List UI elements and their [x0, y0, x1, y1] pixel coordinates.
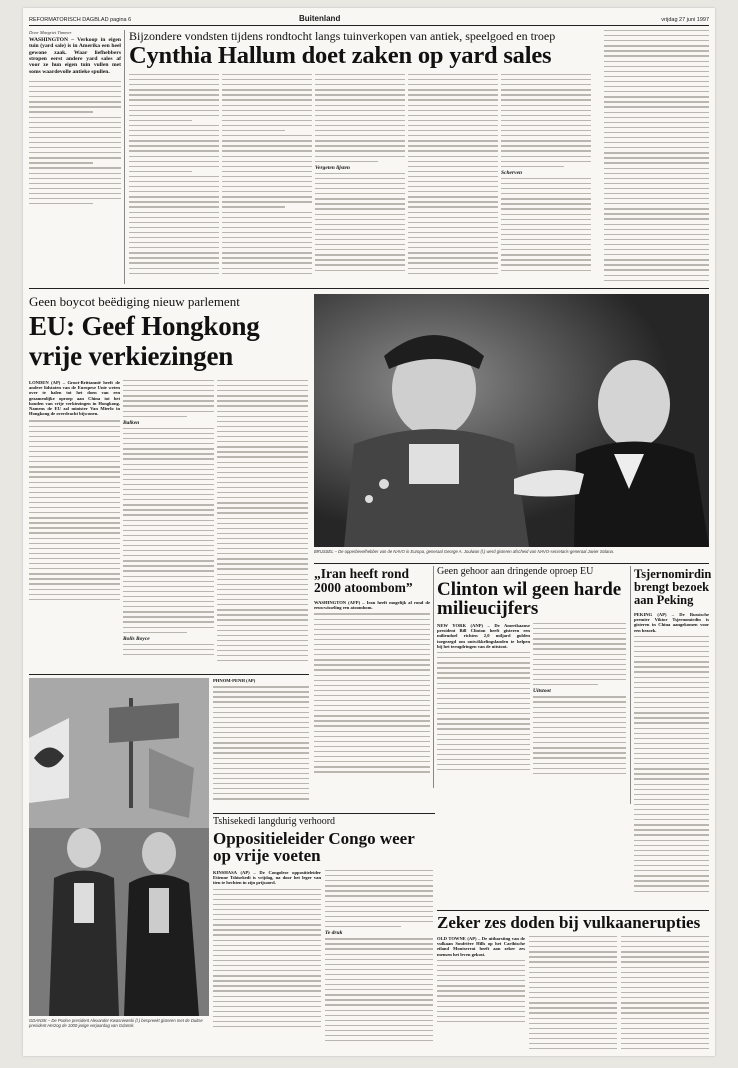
story4-col-2	[533, 623, 626, 793]
photo2-caption: GDANSK – De Poolse president Alexander Kwasniewski (l.) bespreekt gisteren met de Duitse president Herzog de 1000-jarige verjaardag van Gdansk.	[29, 1018, 203, 1028]
story1-subhead-1: Vergeten lijsten	[315, 164, 350, 171]
story6-col-2	[325, 870, 433, 1050]
left-column	[29, 30, 121, 286]
rule	[29, 674, 309, 675]
story5-body	[634, 612, 709, 906]
story5-headline: Tsjernomirdin brengt bezoek aan Peking	[634, 567, 712, 607]
story2-headline-1: EU: Geef Hongkong	[29, 311, 260, 341]
column-divider	[433, 566, 434, 788]
story6-lead: KINSHASA (AP) – De Congolese oppositieleider Etienne Tshisekedi is vrijdag, na door het leger van tien te hechten in zijn prijsoord.	[213, 870, 321, 886]
story7-col-3	[621, 936, 709, 1052]
short-item-lead: PHNOM-PENH (AP)	[213, 678, 256, 683]
photo-gdansk	[29, 678, 209, 1016]
column-divider	[630, 566, 631, 804]
story2-col-3	[217, 380, 308, 670]
story7-headline: Zeker zes doden bij vulkaanerupties	[437, 913, 701, 932]
story4-subhead: Uitstoot	[533, 688, 551, 695]
photo1-caption: BRUSSEL – De opperbevelhebber van de NAVO in Europa, generaal George A. Joulwan (l.) werd gisteren afscheid van NAVO-secretaris-generaal Javier Solana.	[314, 549, 615, 554]
story7-lead: OLD TOWNE (AP) – De uitbarsting van de vulkaan Soufrière Hills op het Caribische eiland Montserrat heeft aan zeker zes mensen het leven gekost.	[437, 936, 525, 957]
story1-col-6	[604, 30, 709, 284]
story2-subhead-2: Rolls Royce	[123, 635, 150, 642]
story4-lead: NEW YORK (ANP) – De Amerikaanse president Bill Clinton heeft gisteren een milieudoel richten 2,0 miljard gulden toegezegd om ontwikkelingslanden te helpen bij het terugdringen van de uitstoot.	[437, 623, 530, 649]
story2-col-1	[29, 380, 120, 670]
byline: Door Margriet Timmer	[29, 30, 72, 35]
story1-kicker: Bijzondere vondsten tijdens rondtocht langs tuinverkopen van antiek, speelgoed en troep	[129, 29, 556, 43]
story6-headline: Oppositieleider Congo weer op vrije voeten	[213, 829, 415, 865]
story1-col-1	[129, 74, 219, 284]
story3-headline: „Iran heeft rond 2000 atoombom”	[314, 566, 413, 595]
header-publication: REFORMATORISCH DAGBLAD pagina 6	[29, 17, 132, 23]
header-section: Buitenland	[299, 14, 341, 23]
story1-col-5	[501, 74, 591, 284]
newspaper-page	[23, 8, 715, 1056]
story4-headline: Clinton wil geen harde milieucijfers	[437, 579, 622, 619]
story1-col-3	[315, 74, 405, 284]
story3-lead: WASHINGTON (AFP) – Iran heeft mogelijk al rond de eeuwwisseling een atoombom.	[314, 600, 430, 611]
story2-kicker: Geen boycot beëdiging nieuw parlement	[29, 294, 240, 309]
story4-col-1	[437, 623, 530, 793]
story2-lead: LONDEN (AP) – Groot-Brittannië heeft de andere lidstaten van de Europese Unie weten over te halen tot het doen van een gezamenlijke oproep aan China tot het houden van vrije verkiezingen in Hongkong. Namens de EU zal minister Van Mierlo in Hongkong de overdracht bijwonen.	[29, 380, 120, 417]
story6-kicker: Tshisekedi langdurig verhoord	[213, 816, 336, 827]
short-item-phnom-penh	[213, 678, 309, 808]
story1-col-4	[408, 74, 498, 284]
story6-subhead: Te druk	[325, 930, 343, 937]
rule	[437, 910, 709, 911]
story2-headline-2: vrije verkiezingen	[29, 341, 234, 371]
story2-subhead-1: Balken	[123, 419, 140, 426]
story3-body	[314, 600, 430, 786]
photo-navo-graphic	[314, 294, 709, 547]
header-date: vrijdag 27 juni 1997	[661, 17, 709, 23]
body-text	[29, 81, 121, 205]
story5-lead: PEKING (AP) – De Russische premier Viktor Tsjernomirdin is gisteren in China aangekomen voor een bezoek.	[634, 612, 709, 633]
story1-headline: Cynthia Hallum doet zaken op yard sales	[129, 42, 552, 69]
story1-col-2	[222, 74, 312, 284]
story4-kicker: Geen gehoor aan dringende oproep EU	[437, 566, 594, 577]
section-rule	[29, 288, 709, 289]
story2-col-2	[123, 380, 214, 670]
story1-subhead-2: Scherven	[501, 169, 523, 176]
page-header	[29, 12, 709, 26]
rule	[213, 813, 435, 814]
story7-col-2	[529, 936, 617, 1052]
intro-text: WASHINGTON – Verkoop in eigen tuin (yard sale) is in Amerika een heel gewone zaak. Waar liefhebbers stropen eerst andere yard sales af voor ze hun eigen tuin vullen met soms waardevolle antieke spullen.	[29, 37, 121, 75]
rule	[314, 563, 709, 564]
story7-col-1	[437, 936, 525, 1052]
photo-navo-handshake	[314, 294, 709, 547]
story6-col-1	[213, 870, 321, 1050]
photo-gdansk-graphic	[29, 678, 209, 1016]
column-divider	[124, 30, 125, 284]
